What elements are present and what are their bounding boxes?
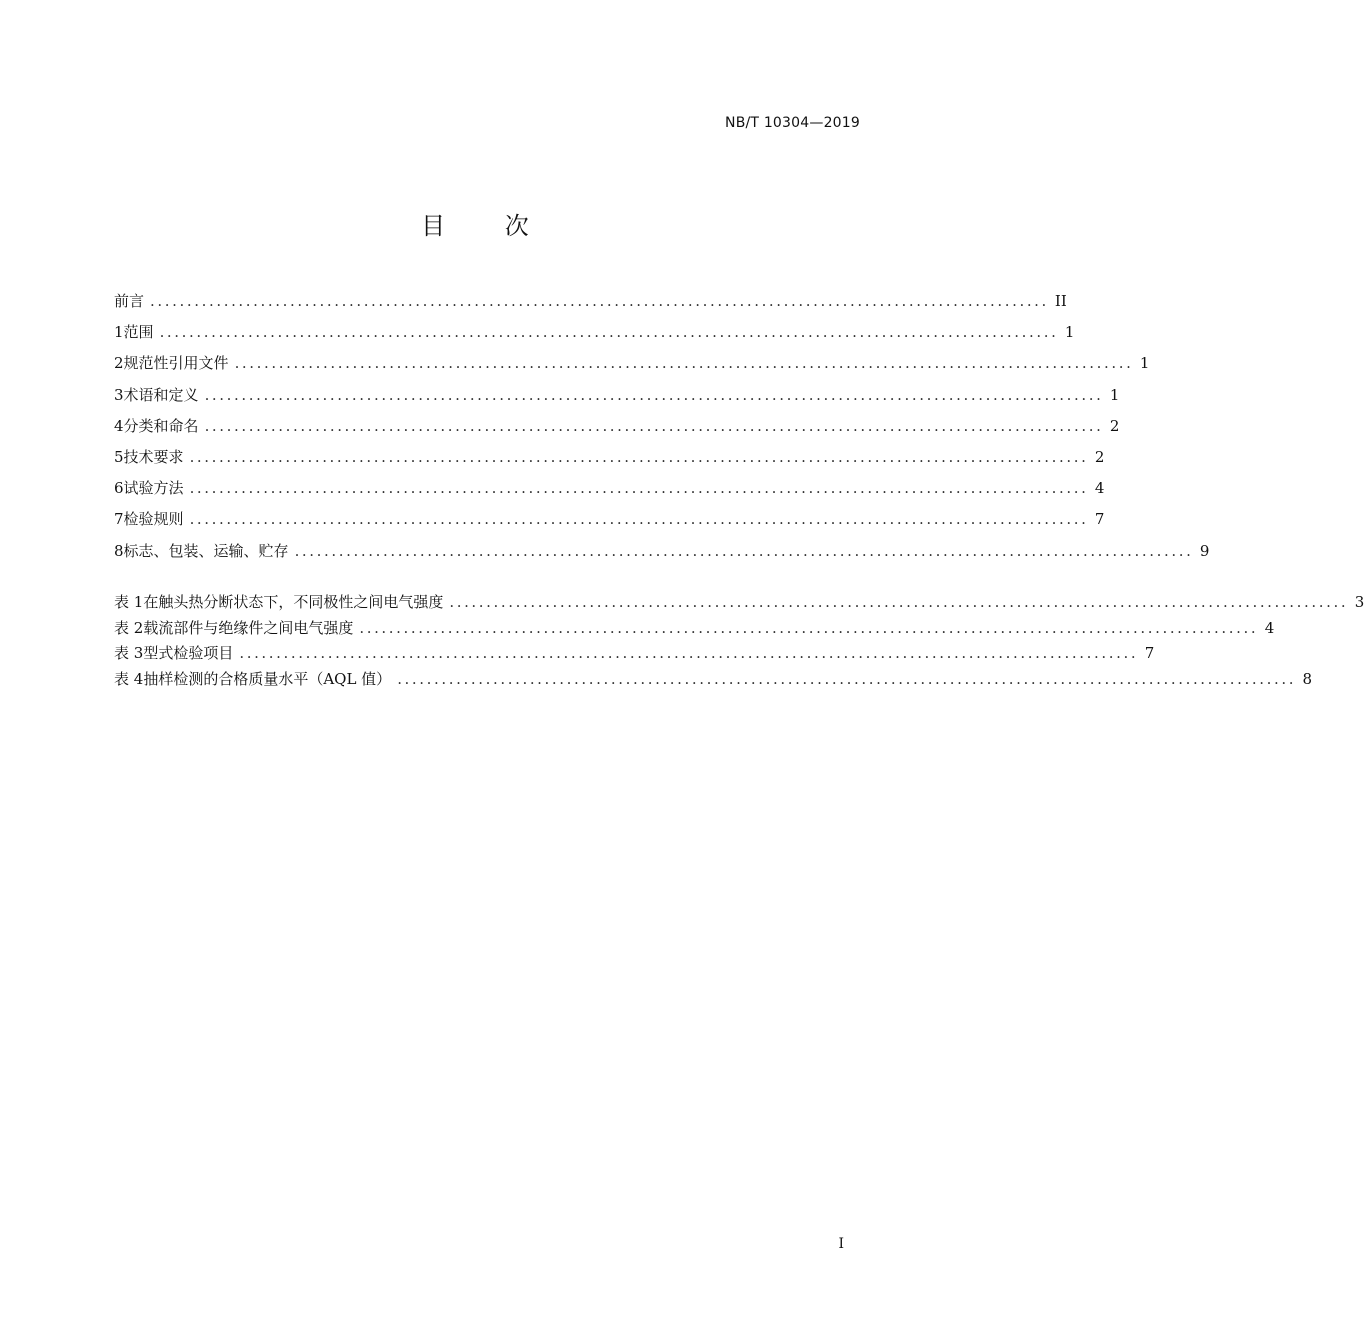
- toc-entry-page: 1: [1064, 323, 1075, 342]
- dot-leader: ..........................................................................................................................: [189, 510, 1089, 529]
- dot-leader: ..........................................................................................................................: [189, 479, 1089, 498]
- toc-entry-label: 分类和命名: [123, 416, 199, 435]
- dot-leader: ..........................................................................................................................: [150, 292, 1049, 310]
- toc-entry-label: 术语和定义: [123, 385, 199, 404]
- toc-entry-page: 4: [1094, 479, 1105, 498]
- toc-entry-number: 7: [114, 510, 124, 529]
- toc-entry-page: 9: [1199, 541, 1210, 560]
- toc-entry-terms-definitions[interactable]: [114, 380, 1120, 411]
- dot-leader: ..........................................................................................................................: [189, 447, 1089, 466]
- toc-table-page: 7: [1144, 644, 1155, 663]
- toc-table-page: 3: [1354, 593, 1364, 611]
- toc-entry-label: 范围: [123, 323, 154, 342]
- toc-entry-page: 1: [1139, 354, 1150, 373]
- toc-entry-marking-packaging[interactable]: [114, 536, 1210, 567]
- toc-entry-normative-references[interactable]: [114, 348, 1150, 379]
- toc-table-label: 抽样检测的合格质量水平（AQL 值）: [143, 670, 392, 689]
- toc-entry-number: 3: [114, 385, 124, 404]
- dot-leader: ..........................................................................................................................: [449, 593, 1349, 611]
- toc-table-label: 在触头热分断状态下，不同极性之间电气强度: [143, 593, 444, 611]
- toc-table-number: 表 4: [114, 670, 144, 689]
- toc-entry-page: 2: [1109, 416, 1120, 435]
- toc-table-number: 表 1: [114, 593, 144, 611]
- page-title: 目 次: [421, 212, 555, 240]
- toc-entry-number: 2: [114, 354, 124, 373]
- toc-entry-number: 8: [114, 541, 124, 560]
- toc-table-page: 4: [1264, 618, 1275, 637]
- toc-entry-number: 6: [114, 479, 124, 498]
- toc-table-page: 8: [1302, 670, 1313, 689]
- toc-entry-classification[interactable]: [114, 411, 1120, 442]
- toc-table-entry-4[interactable]: [114, 667, 1313, 693]
- dot-leader: ..........................................................................................................................: [294, 541, 1194, 560]
- toc-entry-label: 检验规则: [123, 510, 184, 529]
- toc-entry-label: 试验方法: [123, 479, 184, 498]
- toc-entry-number: 1: [114, 323, 124, 342]
- dot-leader: ..........................................................................................................................: [159, 323, 1059, 342]
- toc-entry-number: 5: [114, 447, 124, 466]
- toc-entry-test-methods[interactable]: [114, 473, 1105, 504]
- dot-leader: ..........................................................................................................................: [239, 644, 1139, 663]
- toc-table-label: 载流部件与绝缘件之间电气强度: [143, 618, 354, 637]
- page-number: I: [838, 1236, 844, 1252]
- toc-table-number: 表 2: [114, 618, 144, 637]
- toc-entry-scope[interactable]: [114, 317, 1075, 348]
- toc-table-entry-1[interactable]: [114, 590, 1364, 616]
- toc-entry-label: 技术要求: [123, 447, 184, 466]
- toc-entry-inspection-rules[interactable]: [114, 504, 1105, 535]
- toc-entry-technical-requirements[interactable]: [114, 442, 1105, 473]
- toc-entry-label: 规范性引用文件: [123, 354, 229, 373]
- dot-leader: ..........................................................................................................................: [397, 670, 1297, 689]
- toc-entry-page: II: [1054, 292, 1067, 310]
- dot-leader: ..........................................................................................................................: [234, 354, 1134, 373]
- toc-table-label: 型式检验项目: [143, 644, 234, 663]
- dot-leader: ..........................................................................................................................: [204, 385, 1104, 404]
- toc-table-entry-3[interactable]: [114, 641, 1155, 667]
- toc-sections-list: [114, 286, 1210, 567]
- toc-entry-page: 2: [1094, 447, 1105, 466]
- toc-entry-page: 7: [1094, 510, 1105, 529]
- toc-table-entry-2[interactable]: [114, 616, 1275, 642]
- toc-entry-page: 1: [1109, 385, 1120, 404]
- toc-entry-label: 标志、包装、运输、贮存: [123, 541, 289, 560]
- toc-entry-label: 前言: [114, 292, 145, 310]
- dot-leader: ..........................................................................................................................: [204, 416, 1104, 435]
- toc-entry-foreword[interactable]: [114, 286, 1067, 317]
- toc-entry-number: 4: [114, 416, 124, 435]
- standard-number: NB/T 10304—2019: [725, 115, 860, 131]
- toc-table-number: 表 3: [114, 644, 144, 663]
- toc-tables-list: [114, 590, 1364, 693]
- dot-leader: ..........................................................................................................................: [359, 618, 1259, 637]
